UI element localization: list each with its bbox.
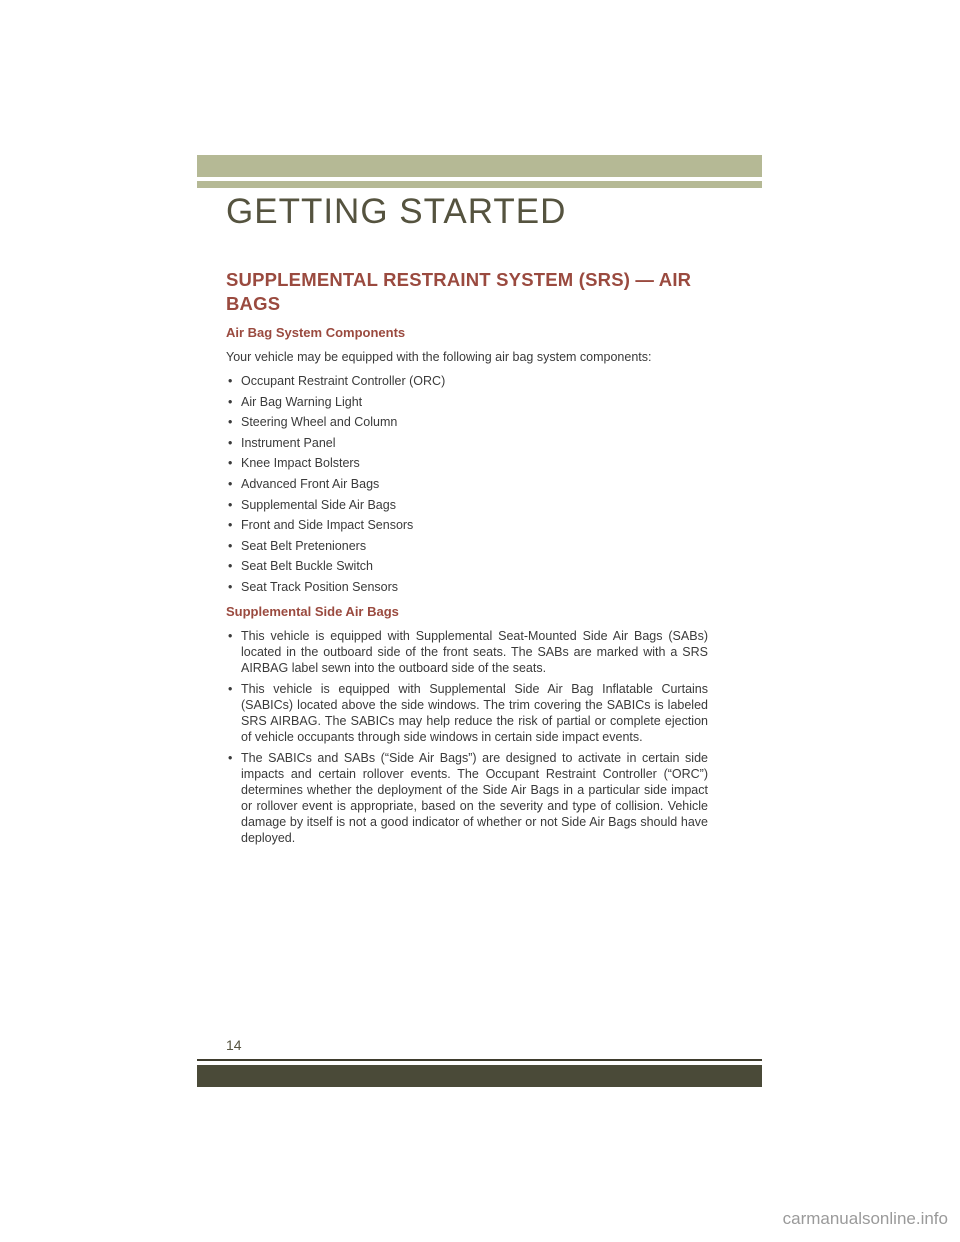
list-item: • Seat Belt Pretenioners [226, 538, 708, 554]
header-rule [197, 181, 762, 188]
components-list [226, 373, 708, 595]
list-item: • This vehicle is equipped with Supplemental Side Air Bag Inflatable Curtains (SABICs) located above the side windows. The trim covering the SABICs is labeled SRS AIRBAG. The SABICs may help reduce the risk of partial or complete ejection of vehicle occupants through side windows in certain side impact events. [226, 681, 708, 745]
page-content [226, 268, 708, 854]
components-intro: Your vehicle may be equipped with the following air bag system components: [226, 350, 652, 364]
side-air-bags-heading: Supplemental Side Air Bags [226, 603, 399, 619]
list-item: • Seat Belt Buckle Switch [226, 558, 708, 574]
side-air-bags-list [226, 628, 708, 846]
footer-rule [197, 1059, 762, 1061]
list-item: • Air Bag Warning Light [226, 394, 708, 410]
footer-band [197, 1065, 762, 1087]
list-item: • This vehicle is equipped with Supplemental Seat-Mounted Side Air Bags (SABs) located in the outboard side of the front seats. The SABs are marked with a SRS AIRBAG label sewn into the outboard side of the seats. [226, 628, 708, 676]
list-item: • The SABICs and SABs (“Side Air Bags”) are designed to activate in certain side impacts and certain rollover events. The Occupant Restraint Controller (“ORC”) determines whether the deployment of the Side Air Bags in a particular side impact or rollover event is appropriate, based on the severity and type of collision. Vehicle damage by itself is not a good indicator of whether or not Side Air Bags should have deployed. [226, 750, 708, 846]
page-number: 14 [226, 1037, 242, 1053]
page-title: SUPPLEMENTAL RESTRAINT SYSTEM (SRS) — AIR BAGS [226, 269, 692, 314]
watermark: carmanualsonline.info [782, 1209, 948, 1228]
components-heading: Air Bag System Components [226, 325, 406, 340]
list-item: • Supplemental Side Air Bags [226, 497, 708, 513]
list-item: • Instrument Panel [226, 435, 708, 451]
list-item: • Seat Track Position Sensors [226, 579, 708, 595]
list-item: • Knee Impact Bolsters [226, 455, 708, 471]
list-item: • Front and Side Impact Sensors [226, 517, 708, 533]
list-item: • Occupant Restraint Controller (ORC) [226, 373, 708, 389]
header-band [197, 155, 762, 177]
section-title: GETTING STARTED [226, 192, 567, 231]
list-item: • Advanced Front Air Bags [226, 476, 708, 492]
list-item: • Steering Wheel and Column [226, 414, 708, 430]
